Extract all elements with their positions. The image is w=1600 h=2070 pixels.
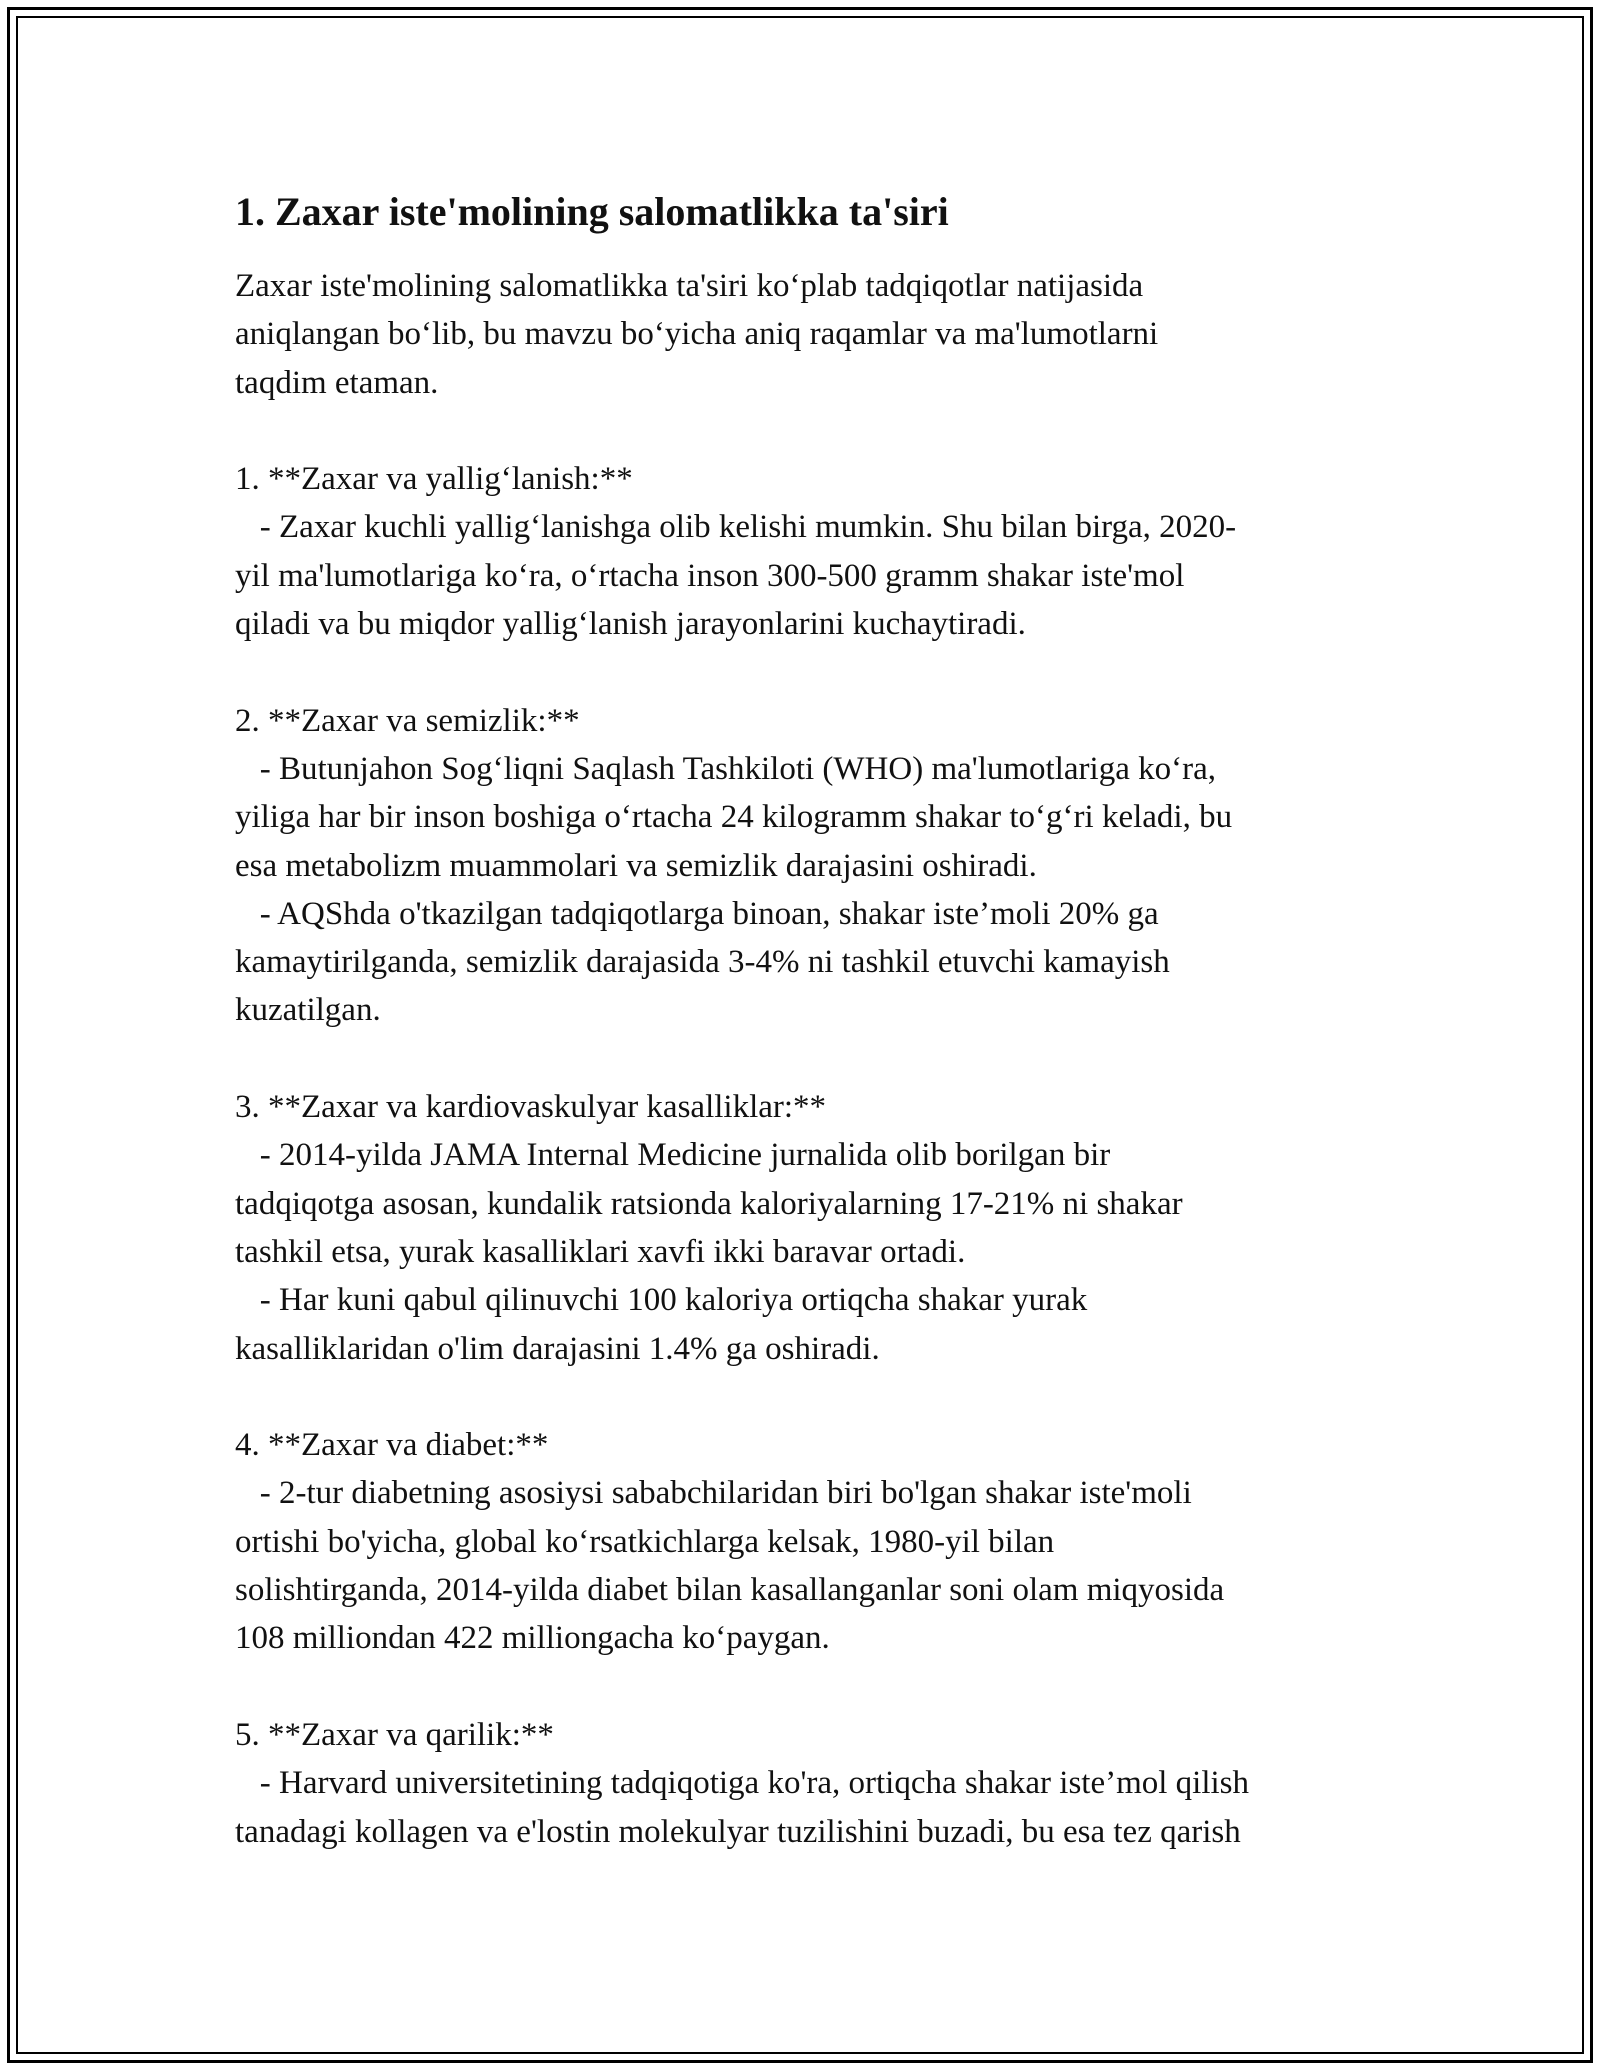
intro-paragraph xyxy=(235,262,1375,407)
section-line: - Harvard universitetining tadqiqotiga ko'ra, ortiqcha shakar iste’mol qilish xyxy=(235,1765,1250,1802)
section-line: yil ma'lumotlariga koʻra, oʻrtacha inson 300-500 gramm shakar iste'mol xyxy=(235,557,1185,594)
spacer xyxy=(235,1035,1375,1083)
section-line: - Zaxar kuchli yalligʻlanishga olib kelishi mumkin. Shu bilan birga, 2020- xyxy=(235,509,1237,546)
section-line: tashkil etsa, yurak kasalliklari xavfi ikki baravar ortadi. xyxy=(235,1233,966,1270)
spacer xyxy=(235,648,1375,696)
section-line: tadqiqotga asosan, kundalik ratsionda kaloriyalarning 17-21% ni shakar xyxy=(235,1185,1183,1222)
section-heading: 5. **Zaxar va qarilik:** xyxy=(235,1716,554,1753)
section-heading: 1. **Zaxar va yalligʻlanish:** xyxy=(235,461,633,498)
section-aging xyxy=(235,1711,1375,1856)
section-heading: 4. **Zaxar va diabet:** xyxy=(235,1427,549,1464)
section-line: - 2014-yilda JAMA Internal Medicine jurnalida olib borilgan bir xyxy=(235,1137,1111,1174)
section-line: esa metabolizm muammolari va semizlik darajasini oshiradi. xyxy=(235,847,1037,884)
section-line: kuzatilgan. xyxy=(235,992,381,1029)
spacer xyxy=(235,1373,1375,1421)
section-line: qiladi va bu miqdor yalligʻlanish jarayonlarini kuchaytiradi. xyxy=(235,606,1026,643)
section-line: - AQShda o'tkazilgan tadqiqotlarga binoan, shakar iste’moli 20% ga xyxy=(235,895,1159,932)
intro-line: taqdim etaman. xyxy=(235,364,439,401)
document-title: 1. Zaxar iste'molining salomatlikka ta'siri xyxy=(235,189,949,234)
section-heading: 3. **Zaxar va kardiovaskulyar kasalliklar:** xyxy=(235,1089,827,1126)
section-line: kasalliklaridan o'lim darajasini 1.4% ga oshiradi. xyxy=(235,1330,880,1367)
section-line: - 2-tur diabetning asosiysi sababchilaridan biri bo'lgan shakar iste'moli xyxy=(235,1475,1192,1512)
section-obesity xyxy=(235,697,1375,1035)
section-line: - Butunjahon Sogʻliqni Saqlash Tashkiloti (WHO) ma'lumotlariga koʻra, xyxy=(235,750,1216,787)
document-body xyxy=(235,186,1375,1856)
section-line: - Har kuni qabul qilinuvchi 100 kaloriya ortiqcha shakar yurak xyxy=(235,1282,1088,1319)
section-line: 108 milliondan 422 milliongacha koʻpaygan. xyxy=(235,1620,830,1657)
spacer xyxy=(235,407,1375,455)
section-line: solishtirganda, 2014-yilda diabet bilan kasallanganlar soni olam miqyosida xyxy=(235,1572,1225,1609)
intro-line: Zaxar iste'molining salomatlikka ta'siri koʻplab tadqiqotlar natijasida xyxy=(235,268,1144,304)
section-line: yiliga har bir inson boshiga oʻrtacha 24 kilogramm shakar toʻgʻri keladi, bu xyxy=(235,799,1233,836)
section-cardiovascular xyxy=(235,1083,1375,1373)
section-diabetes xyxy=(235,1421,1375,1662)
section-line: tanadagi kollagen va e'lostin molekulyar tuzilishini buzadi, bu esa tez qarish xyxy=(235,1813,1241,1850)
section-line: ortishi bo'yicha, global koʻrsatkichlarga kelsak, 1980-yil bilan xyxy=(235,1523,1055,1560)
section-line: kamaytirilganda, semizlik darajasida 3-4% ni tashkil etuvchi kamayish xyxy=(235,944,1170,981)
spacer xyxy=(235,1663,1375,1711)
section-inflammation xyxy=(235,455,1375,648)
intro-line: aniqlangan boʻlib, bu mavzu boʻyicha aniq raqamlar va ma'lumotlarni xyxy=(235,316,1159,353)
section-heading: 2. **Zaxar va semizlik:** xyxy=(235,702,580,739)
